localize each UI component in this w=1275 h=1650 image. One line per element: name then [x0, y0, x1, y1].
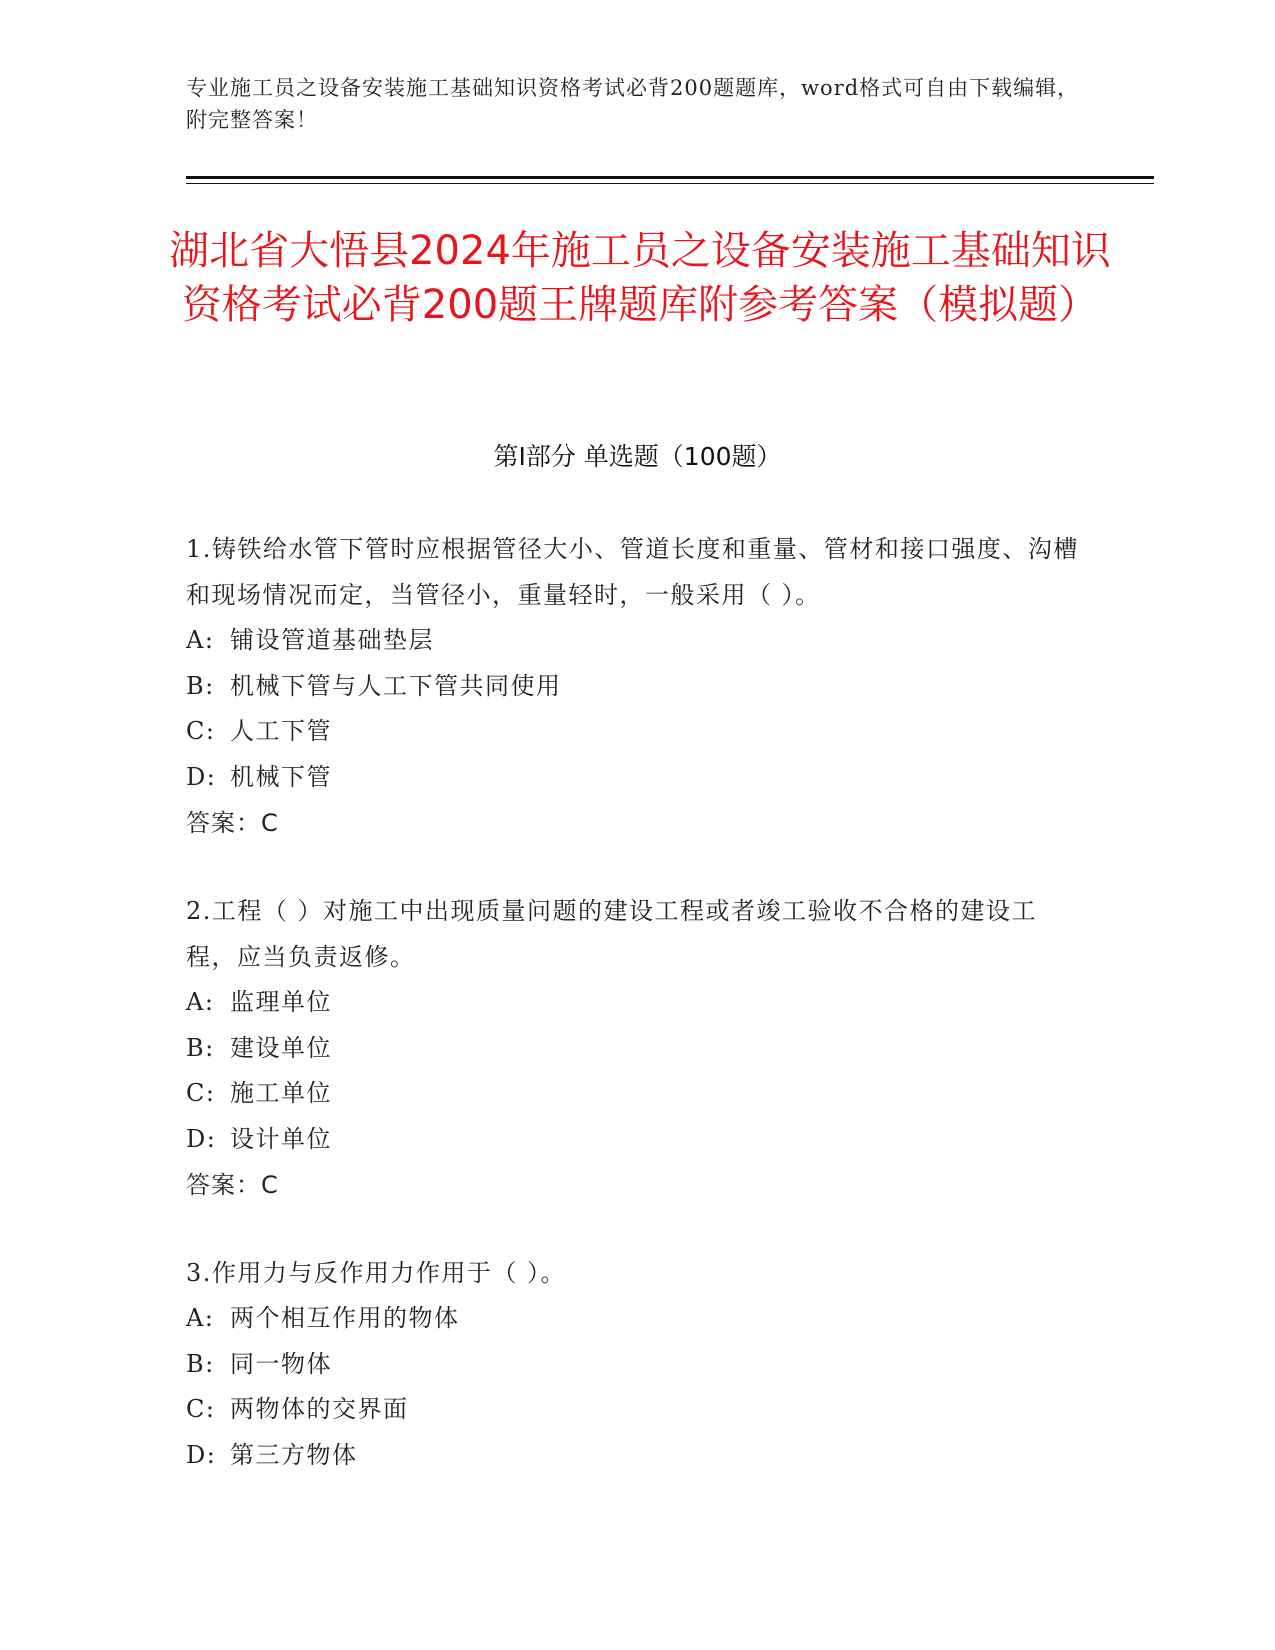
- option-text: 监理单位: [230, 988, 332, 1016]
- option-text: 同一物体: [230, 1349, 332, 1378]
- question-3: [186, 1250, 1086, 1478]
- question-stem: 3.作用力与反作用力作用于（ ）。: [186, 1259, 567, 1287]
- document-title: 湖北省大悟县2024年施工员之设备安装施工基础知识资格考试必背200题王牌题库附参考答案（模拟题）: [169, 228, 1111, 328]
- option-text: 铺设管道基础垫层: [230, 626, 434, 654]
- header-rule-thick: [186, 176, 1154, 179]
- option-b: [186, 1342, 1086, 1388]
- option-c: [186, 709, 1086, 755]
- question-2: [186, 888, 1086, 1208]
- option-text: 施工单位: [230, 1079, 332, 1107]
- option-key: A:: [186, 988, 215, 1016]
- option-a: [186, 980, 1086, 1026]
- option-d: [186, 1433, 1086, 1479]
- option-text: 两个相互作用的物体: [230, 1304, 460, 1332]
- question-stem: 1.铸铁给水管下管时应根据管径大小、管道长度和重量、管材和接口强度、沟槽和现场情况而定，当管径小，重量轻时，一般采用（ ）。: [186, 535, 1079, 609]
- option-key: D:: [186, 1440, 217, 1469]
- option-d: [186, 1117, 1086, 1163]
- answer: 答案：C: [186, 809, 279, 837]
- option-key: B:: [186, 1033, 215, 1062]
- option-b: [186, 664, 1086, 710]
- option-key: A:: [186, 626, 215, 654]
- option-c: [186, 1387, 1086, 1433]
- option-text: 机械下管与人工下管共同使用: [230, 671, 562, 700]
- option-key: C:: [186, 717, 216, 745]
- option-b: [186, 1026, 1086, 1072]
- header-rule-thin: [186, 183, 1154, 184]
- option-key: C:: [186, 1395, 216, 1423]
- option-key: B:: [186, 1349, 215, 1378]
- option-c: [186, 1071, 1086, 1117]
- option-key: B:: [186, 671, 215, 700]
- question-stem: 2.工程（ ）对施工中出现质量问题的建设工程或者竣工验收不合格的建设工程，应当负责返修。: [186, 897, 1038, 971]
- option-a: [186, 618, 1086, 664]
- answer: 答案：C: [186, 1171, 279, 1199]
- option-text: 人工下管: [230, 717, 332, 745]
- option-text: 两物体的交界面: [230, 1395, 409, 1423]
- option-text: 建设单位: [230, 1033, 332, 1062]
- option-text: 设计单位: [230, 1124, 332, 1153]
- option-text: 第三方物体: [230, 1440, 358, 1469]
- option-d: [186, 755, 1086, 801]
- option-key: A:: [186, 1304, 215, 1332]
- section-title: 第Ⅰ部分 单选题（100题）: [493, 442, 782, 471]
- option-key: D:: [186, 1124, 217, 1153]
- option-key: D:: [186, 762, 217, 791]
- question-1: [186, 526, 1086, 846]
- header-note: 专业施工员之设备安装施工基础知识资格考试必背200题题库，word格式可自由下载编辑，附完整答案！: [186, 76, 1080, 132]
- option-a: [186, 1296, 1086, 1342]
- option-text: 机械下管: [230, 762, 332, 791]
- option-key: C:: [186, 1079, 216, 1107]
